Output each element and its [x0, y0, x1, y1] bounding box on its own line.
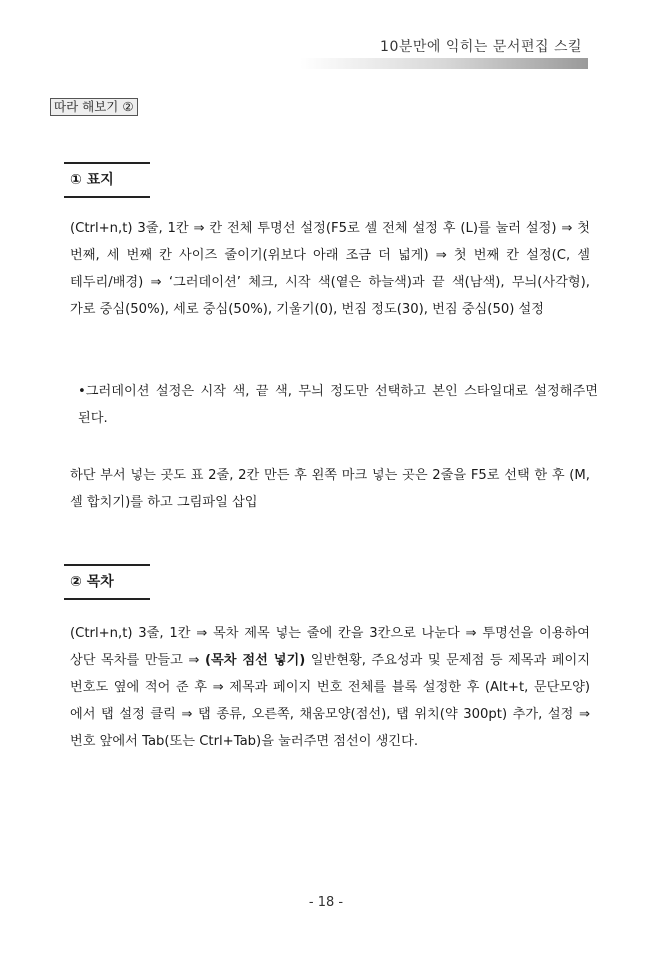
- toc-text-part1: (Ctrl+n,t) 3줄, 1칸 ⇒ 목차 제목 넣는 줄에 칸을 3칸으로 나눈다 ⇒ 투명선을 이용하여 상단 목차를 만들고 ⇒: [70, 626, 590, 668]
- cover-instructions: (Ctrl+n,t) 3줄, 1칸 ⇒ 칸 전체 투명선 설정(F5로 셀 전체 설정 후 (L)를 눌러 설정) ⇒ 첫 번째, 세 번째 칸 사이즈 줄이기(위보다 아래 조금 더 넓게) ⇒ 첫 번째 칸 설정(C, 셀 테두리/배경) ⇒ ‘그러데이션’ 체크, 시작 색(옅은 하늘색)과 끝 색(남색), 무늬(사각형), 가로 중심(50%), 세로 중심(50%), 기울기(0), 번짐 정도(30), 번짐 중심(50) 설정: [70, 221, 590, 317]
- page-number: - 18 -: [308, 895, 344, 910]
- toc-dotted-line-label: (목차 점선 넣기): [204, 653, 306, 668]
- section-heading-cover: ① 표지: [64, 162, 150, 198]
- department-instructions: 하단 부서 넣는 곳도 표 2줄, 2칸 만든 후 왼쪽 마크 넣는 곳은 2줄을 F5로 선택 한 후 (M, 셀 합치기)를 하고 그림파일 삽입: [70, 468, 590, 510]
- section-heading-toc: ② 목차: [64, 564, 150, 600]
- running-header-title: 10분만에 익히는 문서편집 스킬: [380, 39, 582, 55]
- toc-instructions: [70, 620, 590, 755]
- practice-tag: 따라 해보기 ②: [50, 98, 138, 116]
- header-gradient-bar: [300, 58, 588, 69]
- gradient-note: •그러데이션 설정은 시작 색, 끝 색, 무늬 정도만 선택하고 본인 스타일대로 설정해주면 된다.: [78, 384, 598, 426]
- toc-text-part2: 일반현황, 주요성과 및 문제점 등 제목과 페이지 번호도 옆에 적어 준 후 ⇒ 제목과 페이지 번호 전체를 블록 설정한 후 (Alt+t, 문단모양)에서 탭 설정 클릭 ⇒ 탭 종류, 오른쪽, 채움모양(점선), 탭 위치(약 300pt) 추가, 설정 ⇒ 번호 앞에서 Tab(또는 Ctrl+Tab)을 눌러주면 점선이 생긴다.: [70, 653, 591, 749]
